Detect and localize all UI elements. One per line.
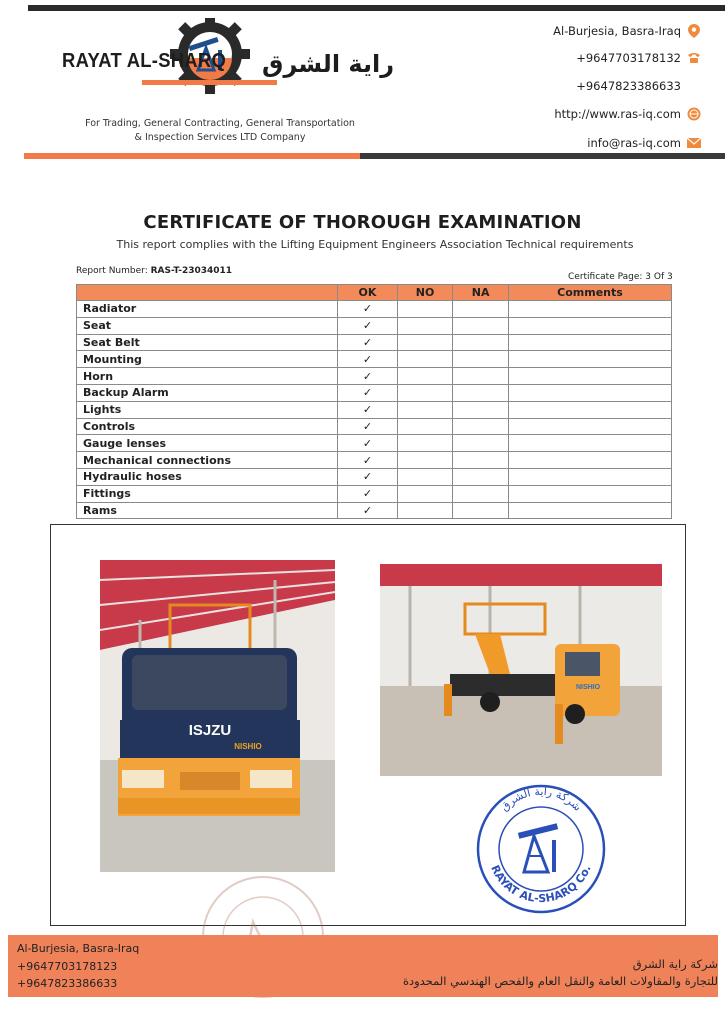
checklist-cell-na bbox=[453, 452, 509, 469]
checklist-item-label: Seat bbox=[77, 317, 338, 334]
checklist-cell-na bbox=[453, 502, 509, 519]
certificate-subtitle: This report complies with the Lifting Equipment Engineers Association Technical requirements bbox=[116, 238, 634, 251]
column-header-item bbox=[77, 285, 338, 301]
checklist-cell-na bbox=[453, 485, 509, 502]
checklist-cell-no bbox=[397, 334, 453, 351]
checklist-cell-na bbox=[453, 435, 509, 452]
table-row bbox=[77, 401, 672, 418]
checklist-comment-cell bbox=[508, 418, 671, 435]
check-mark-icon: ✓ bbox=[338, 301, 398, 318]
table-row bbox=[77, 317, 672, 334]
check-mark-icon: ✓ bbox=[338, 485, 398, 502]
checklist-cell-na bbox=[453, 468, 509, 485]
header-top-bar bbox=[28, 5, 725, 11]
contact-address bbox=[553, 24, 701, 38]
checklist-item-label: Backup Alarm bbox=[77, 384, 338, 401]
svg-text:شركة راية الشرق bbox=[498, 785, 584, 814]
checklist-cell-na bbox=[453, 401, 509, 418]
mail-icon bbox=[687, 136, 701, 150]
checklist-comment-cell bbox=[508, 317, 671, 334]
table-row bbox=[77, 418, 672, 435]
checklist-cell-no bbox=[397, 502, 453, 519]
checklist-item-label: Hydraulic hoses bbox=[77, 468, 338, 485]
inspection-checklist-table bbox=[76, 284, 672, 519]
table-row bbox=[77, 351, 672, 368]
checklist-cell-na bbox=[453, 317, 509, 334]
company-tagline bbox=[40, 117, 400, 145]
check-mark-icon: ✓ bbox=[338, 452, 398, 469]
email-text: info@ras-iq.com bbox=[587, 136, 681, 150]
footer-phone-1: +9647703178123 bbox=[17, 959, 118, 973]
truck-brand-label: ISJZU bbox=[188, 722, 232, 739]
checklist-cell-no bbox=[397, 452, 453, 469]
tagline-line-2: & Inspection Services LTD Company bbox=[134, 132, 306, 143]
column-header-na: NA bbox=[453, 285, 509, 301]
checklist-cell-na bbox=[453, 334, 509, 351]
table-row bbox=[77, 452, 672, 469]
checklist-item-label: Radiator bbox=[77, 301, 338, 318]
location-pin-icon bbox=[687, 24, 701, 38]
table-row bbox=[77, 368, 672, 385]
checklist-comment-cell bbox=[508, 502, 671, 519]
checklist-cell-na bbox=[453, 368, 509, 385]
footer-arabic-line-2: للتجارة والمقاولات العامة والنقل العام والفحص الهندسي المحدودة bbox=[402, 974, 718, 988]
checklist-comment-cell bbox=[508, 384, 671, 401]
table-row bbox=[77, 384, 672, 401]
footer-contact bbox=[17, 940, 139, 993]
table-row bbox=[77, 435, 672, 452]
check-mark-icon: ✓ bbox=[338, 418, 398, 435]
footer-phone-2: +9647823386633 bbox=[17, 977, 118, 990]
checklist-cell-no bbox=[397, 368, 453, 385]
contact-phone-2 bbox=[576, 79, 681, 93]
column-header-no: NO bbox=[397, 285, 453, 301]
website-text: http://www.ras-iq.com bbox=[554, 107, 681, 121]
checklist-item-label: Gauge lenses bbox=[77, 435, 338, 452]
checklist-item-label: Mounting bbox=[77, 351, 338, 368]
checklist-item-label: Lights bbox=[77, 401, 338, 418]
checklist-cell-no bbox=[397, 468, 453, 485]
report-number-label: Report Number: bbox=[76, 266, 148, 276]
checklist-comment-cell bbox=[508, 351, 671, 368]
table-row bbox=[77, 301, 672, 318]
certificate-title: CERTIFICATE OF THOROUGH EXAMINATION bbox=[143, 212, 582, 233]
company-stamp bbox=[474, 782, 608, 916]
truck-front-model-label: NISHIO bbox=[234, 742, 262, 751]
column-header-ok: OK bbox=[338, 285, 398, 301]
address-text: Al-Burjesia, Basra-Iraq bbox=[553, 24, 681, 38]
phone-1-text: +9647703178132 bbox=[576, 51, 681, 65]
checklist-item-label: Mechanical connections bbox=[77, 452, 338, 469]
checklist-item-label: Horn bbox=[77, 368, 338, 385]
checklist-comment-cell bbox=[508, 401, 671, 418]
report-number bbox=[76, 266, 232, 276]
truck-side-model-label: NISHIO bbox=[575, 684, 601, 691]
contact-website bbox=[554, 107, 701, 121]
checklist-comment-cell bbox=[508, 368, 671, 385]
check-mark-icon: ✓ bbox=[338, 334, 398, 351]
checklist-comment-cell bbox=[508, 468, 671, 485]
checklist-cell-no bbox=[397, 351, 453, 368]
footer-arabic-line-1: شركة راية الشرق bbox=[632, 957, 718, 971]
checklist-cell-na bbox=[453, 301, 509, 318]
checklist-cell-na bbox=[453, 351, 509, 368]
check-mark-icon: ✓ bbox=[338, 401, 398, 418]
tagline-line-1: For Trading, General Contracting, General Transportation bbox=[85, 118, 355, 129]
footer-address: Al-Burjesia, Basra-Iraq bbox=[17, 942, 140, 955]
phone-2-text: +9647823386633 bbox=[576, 79, 681, 93]
checklist-cell-na bbox=[453, 418, 509, 435]
check-mark-icon: ✓ bbox=[338, 351, 398, 368]
check-mark-icon: ✓ bbox=[338, 468, 398, 485]
check-mark-icon: ✓ bbox=[338, 435, 398, 452]
check-mark-icon: ✓ bbox=[338, 502, 398, 519]
truck-side-photo bbox=[380, 564, 662, 776]
checklist-cell-no bbox=[397, 401, 453, 418]
checklist-cell-na bbox=[453, 384, 509, 401]
table-row bbox=[77, 334, 672, 351]
checklist-cell-no bbox=[397, 317, 453, 334]
company-name-ar: راية الشرق bbox=[262, 50, 395, 78]
contact-email bbox=[587, 136, 701, 150]
column-header-comments: Comments bbox=[508, 285, 671, 301]
checklist-cell-no bbox=[397, 435, 453, 452]
check-mark-icon: ✓ bbox=[338, 384, 398, 401]
table-header-row bbox=[77, 285, 672, 301]
checklist-comment-cell bbox=[508, 301, 671, 318]
globe-icon bbox=[687, 107, 701, 121]
checklist-item-label: Seat Belt bbox=[77, 334, 338, 351]
contact-phone-1 bbox=[576, 51, 701, 65]
table-row bbox=[77, 485, 672, 502]
report-number-value: RAS-T-23034011 bbox=[150, 266, 233, 276]
company-name-en: RAYAT AL-SHARQ bbox=[62, 50, 227, 72]
header-divider-dark bbox=[360, 153, 725, 159]
stamp-ring-text: RAYAT AL-SHARQ Co. bbox=[488, 863, 594, 906]
table-row bbox=[77, 502, 672, 519]
checklist-comment-cell bbox=[508, 334, 671, 351]
checklist-cell-no bbox=[397, 485, 453, 502]
certificate-page: Certificate Page: 3 Of 3 bbox=[568, 272, 673, 282]
checklist-item-label: Fittings bbox=[77, 485, 338, 502]
checklist-cell-no bbox=[397, 384, 453, 401]
check-mark-icon: ✓ bbox=[338, 368, 398, 385]
checklist-item-label: Rams bbox=[77, 502, 338, 519]
checklist-cell-no bbox=[397, 418, 453, 435]
table-row bbox=[77, 468, 672, 485]
checklist-cell-no bbox=[397, 301, 453, 318]
checklist-item-label: Controls bbox=[77, 418, 338, 435]
checklist-comment-cell bbox=[508, 435, 671, 452]
checklist-comment-cell bbox=[508, 452, 671, 469]
phone-icon bbox=[687, 51, 701, 65]
check-mark-icon: ✓ bbox=[338, 317, 398, 334]
header-divider-orange bbox=[24, 153, 360, 159]
truck-front-photo bbox=[100, 560, 335, 872]
stamp-arabic-text: شركة راية الشرق bbox=[497, 784, 585, 814]
footer-arabic bbox=[350, 956, 718, 990]
checklist-comment-cell bbox=[508, 485, 671, 502]
